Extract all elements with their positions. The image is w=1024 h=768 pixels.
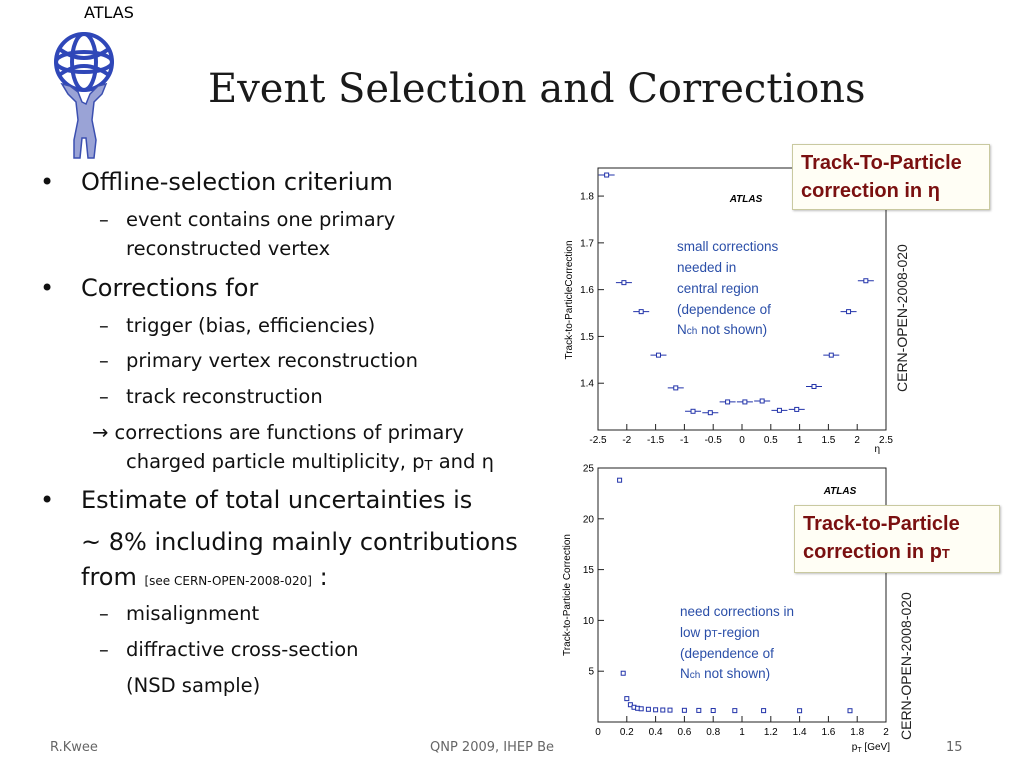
annotation-line: central region — [677, 281, 759, 296]
annotation-line: needed in — [677, 260, 737, 275]
x-tick-label: 1.8 — [850, 727, 865, 738]
bullet-text: Corrections for — [81, 274, 259, 302]
bullet-text: Estimate of total uncertainties is — [81, 486, 473, 514]
data-point — [777, 408, 781, 412]
n: N — [677, 322, 687, 337]
bullet-dot: • — [40, 486, 55, 514]
t-subscript: T — [941, 546, 950, 561]
footer-author: R.Kwee — [50, 740, 98, 755]
footer-conference: QNP 2009, IHEP Be — [430, 740, 554, 755]
y-tick-label: 1.6 — [580, 285, 594, 297]
y-tick-label: 15 — [582, 565, 594, 577]
slide-title: Event Selection and Corrections — [208, 66, 866, 112]
atlas-logo — [48, 3, 134, 160]
data-point — [733, 709, 737, 713]
text: from — [81, 563, 145, 591]
y-tick-label: 20 — [582, 514, 594, 526]
x-tick-label: 0.6 — [677, 727, 692, 738]
annotation-line: (dependence of — [677, 302, 771, 317]
x-tick-label: 0.5 — [763, 435, 778, 446]
x-tick-label: 1 — [796, 435, 803, 446]
y-tick-label: 10 — [582, 615, 594, 627]
x-tick-label: -2.5 — [589, 435, 607, 446]
sub-bullet-text: primary vertex reconstruction — [126, 349, 418, 372]
x-tick-label: 2 — [854, 435, 860, 446]
data-point — [656, 353, 660, 357]
cern-reference-top: CERN-OPEN-2008-020 — [894, 244, 910, 392]
box-line: correction in η — [801, 180, 940, 202]
data-point — [848, 709, 852, 713]
ch-subscript: ch — [689, 670, 701, 681]
logo-text: ATLAS — [84, 3, 134, 22]
text: not shown) — [700, 666, 771, 681]
annotation-line — [680, 625, 760, 640]
y-tick-label: 1.4 — [580, 378, 594, 390]
sub-bullet-text: reconstructed vertex — [126, 237, 331, 260]
annotation-line — [680, 666, 770, 681]
t-subscript: T — [857, 747, 862, 754]
sub-bullet-text: (NSD sample) — [126, 674, 261, 697]
text: : — [311, 563, 328, 591]
y-axis-label: Track-to-Particle Correction — [562, 534, 573, 656]
tick-labels — [580, 192, 893, 446]
x-tick-label: 0 — [739, 435, 745, 446]
text: -region — [717, 625, 760, 640]
text: and η — [438, 450, 494, 473]
y-axis-label: Track-to-ParticleCorrection — [564, 240, 575, 360]
sub-bullet-text: → corrections are functions of primary — [92, 421, 464, 444]
reference: [see CERN-OPEN-2008-020] — [144, 574, 312, 588]
data-point — [726, 400, 730, 404]
ch-subscript: ch — [686, 326, 698, 337]
data-point — [812, 384, 816, 388]
x-tick-label: 1.5 — [821, 435, 836, 446]
sub-bullet-text: event contains one primary — [126, 208, 396, 231]
x-tick-label: 1 — [739, 727, 745, 738]
annotation-line: need corrections in — [680, 604, 795, 619]
y-tick-label: 5 — [588, 666, 594, 678]
pt-correction-box — [794, 505, 1000, 573]
bullet-dot: • — [40, 168, 55, 196]
chart-title: ATLAS — [823, 486, 857, 497]
data-point — [661, 708, 665, 712]
sub-bullet-text: track reconstruction — [126, 385, 323, 408]
dash: – — [99, 349, 109, 372]
sub-bullet-line — [126, 450, 494, 474]
data-point — [697, 708, 701, 712]
data-point — [691, 409, 695, 413]
annotation-line: (dependence of — [680, 646, 774, 661]
box-line: Track-to-Particle — [803, 513, 960, 535]
data-point — [798, 709, 802, 713]
chart-title: ATLAS — [729, 194, 763, 205]
text: low p — [680, 625, 712, 640]
cern-reference-bottom: CERN-OPEN-2008-020 — [898, 592, 914, 740]
data-point — [621, 671, 625, 675]
data-point — [618, 478, 622, 482]
bullet-text: Offline-selection criterium — [81, 168, 393, 196]
sub-bullet-text: trigger (bias, efficiencies) — [126, 314, 376, 337]
x-tick-label: 1.4 — [792, 727, 807, 738]
data-point — [864, 279, 868, 283]
x-tick-label: 1.2 — [763, 727, 778, 738]
text: not shown) — [697, 322, 768, 337]
dash: – — [99, 385, 109, 408]
p: p — [851, 742, 858, 753]
x-tick-label: -1 — [679, 435, 689, 446]
y-tick-label: 1.7 — [580, 238, 594, 250]
data-point — [639, 707, 643, 711]
dash: – — [99, 314, 109, 337]
unit: [GeV] — [861, 742, 890, 753]
annotation-line: small corrections — [677, 239, 779, 254]
data-point — [646, 707, 650, 711]
subscript-t: T — [424, 459, 433, 474]
x-tick-label: 1.6 — [821, 727, 836, 738]
box-line: Track-To-Particle — [801, 152, 962, 174]
data-point — [762, 709, 766, 713]
t-subscript: T — [711, 629, 718, 640]
x-axis-label: η — [874, 444, 880, 455]
data-point — [622, 281, 626, 285]
data-point — [639, 310, 643, 314]
x-tick-label: 0.4 — [648, 727, 663, 738]
data-point — [682, 708, 686, 712]
x-tick-label: 0.8 — [706, 727, 721, 738]
y-tick-label: 1.5 — [580, 331, 594, 343]
data-point — [795, 407, 799, 411]
annotation-line — [677, 322, 767, 337]
sub-bullet-text: diffractive cross-section — [126, 638, 359, 661]
x-tick-label: 2.5 — [879, 435, 893, 446]
x-axis-label — [852, 742, 890, 754]
x-tick-label: 0 — [595, 727, 601, 738]
eta-correction-box — [792, 144, 990, 210]
page-number: 15 — [946, 740, 963, 755]
x-tick-label: -2 — [622, 435, 632, 446]
x-tick-label: -1.5 — [646, 435, 665, 446]
data-point — [760, 399, 764, 403]
bullet-text: ~ 8% including mainly contributions — [81, 528, 518, 556]
box-line — [803, 538, 991, 568]
text: correction in p — [803, 541, 942, 563]
data-point — [605, 173, 609, 177]
data-point — [625, 697, 629, 701]
sub-bullet-text: misalignment — [126, 602, 260, 625]
data-point — [711, 709, 715, 713]
y-tick-label: 1.8 — [580, 191, 594, 203]
y-tick-label: 25 — [582, 463, 594, 475]
x-tick-label: -0.5 — [704, 435, 722, 446]
annotation — [677, 239, 779, 337]
data-point — [674, 386, 678, 390]
bullet-line — [81, 563, 328, 591]
data-point — [829, 353, 833, 357]
data-point — [743, 400, 747, 404]
bullet-dot: • — [40, 274, 55, 302]
text: charged particle multiplicity, p — [126, 450, 425, 473]
dash: – — [99, 638, 109, 661]
data-point — [708, 411, 712, 415]
dash: – — [99, 602, 109, 625]
data-point — [654, 708, 658, 712]
data-point — [668, 708, 672, 712]
data-point — [847, 310, 851, 314]
dash: – — [99, 208, 109, 231]
x-tick-label: 2 — [883, 727, 889, 738]
n: N — [680, 666, 690, 681]
x-tick-label: 0.2 — [619, 727, 634, 738]
annotation — [680, 604, 794, 681]
